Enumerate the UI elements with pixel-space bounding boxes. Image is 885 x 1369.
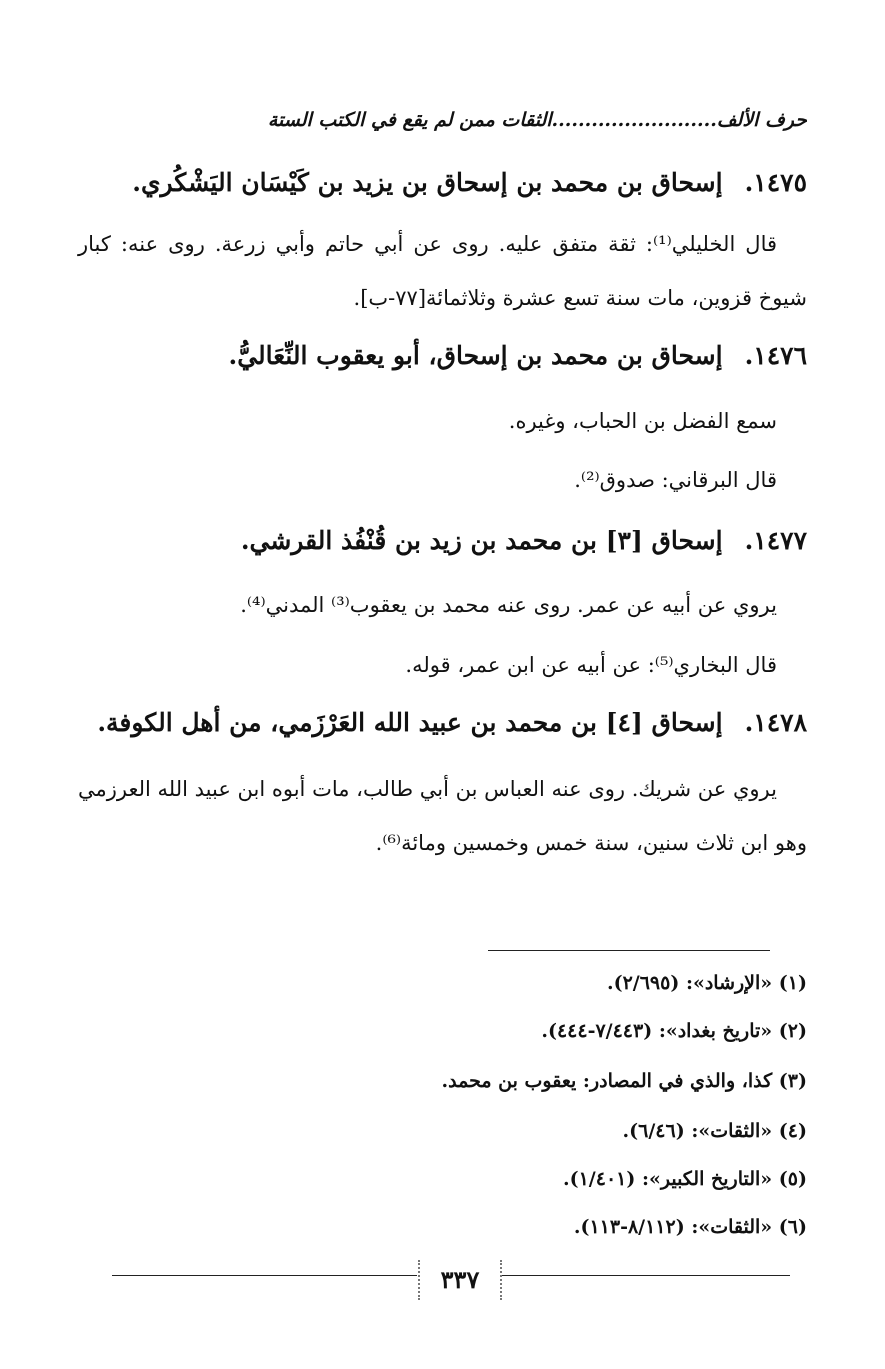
page-number: ٣٣٧	[418, 1260, 502, 1300]
entry-number: ١٤٧٧.	[744, 526, 807, 555]
entry-title-1476	[120, 333, 807, 379]
footnote-1: (١) «الإرشاد»: (٢/٦٩٥).	[606, 972, 807, 994]
entry-paragraph: قال الخليلي⁽¹⁾: ثقة متفق عليه. روى عن أبي حاتم وأبي زرعة. روى عنه: كبار شيوخ قزوين، مات سنة تسع عشرة وثلاثمائة[٧٧-ب].	[78, 232, 807, 310]
entry-paragraph: قال البخاري⁽⁵⁾: عن أبيه عن ابن عمر، قوله.	[405, 653, 777, 677]
entry-name: إسحاق بن محمد بن إسحاق، أبو يعقوب النِّعَاليُّ.	[228, 341, 723, 370]
entry-paragraph: يروي عن شريك. روى عنه العباس بن أبي طالب، مات أبوه ابن عبيد الله العرزمي وهو ابن ثلاث سنين، سنة خمس وخمسين ومائة⁽⁶⁾.	[77, 777, 807, 855]
entry-title-1477	[120, 518, 807, 564]
entry-name: إسحاق [٣] بن محمد بن زيد بن قُنْفُذ القرشي.	[240, 526, 723, 555]
entry-name: إسحاق بن محمد بن إسحاق بن يزيد بن كَيْسَان اليَشْكُري.	[132, 168, 723, 197]
footnote-separator	[488, 950, 770, 951]
footnote-5: (٥) «التاريخ الكبير»: (١/٤٠١).	[562, 1168, 807, 1190]
entry-paragraph: سمع الفضل بن الحباب، وغيره.	[508, 409, 777, 433]
footnote-6: (٦) «الثقات»: (٨/١١٢-١١٣).	[573, 1216, 807, 1238]
footnote-3: (٣) كذا، والذي في المصادر: يعقوب بن محمد.	[441, 1070, 807, 1092]
entry-number: ١٤٧٥.	[744, 168, 807, 197]
entry-number: ١٤٧٨.	[744, 708, 807, 737]
footnote-4: (٤) «الثقات»: (٦/٤٦).	[622, 1120, 807, 1142]
running-header: حرف الألف.........................الثقات ممن لم يقع في الكتب الستة	[267, 109, 807, 131]
bottom-rule-right	[500, 1275, 790, 1276]
entry-title-1478	[97, 700, 807, 746]
footnote-2: (٢) «تاريخ بغداد»: (٧/٤٤٣-٤٤٤).	[541, 1020, 807, 1042]
entry-paragraph: قال البرقاني: صدوق⁽²⁾.	[574, 468, 777, 492]
entry-name: إسحاق [٤] بن محمد بن عبيد الله العَرْزَمي، من أهل الكوفة.	[97, 708, 723, 737]
entry-number: ١٤٧٦.	[744, 341, 807, 370]
bottom-rule-left	[112, 1275, 417, 1276]
entry-paragraph: يروي عن أبيه عن عمر. روى عنه محمد بن يعقوب⁽³⁾ المدني⁽⁴⁾.	[240, 593, 777, 617]
entry-title-1475	[120, 160, 807, 206]
